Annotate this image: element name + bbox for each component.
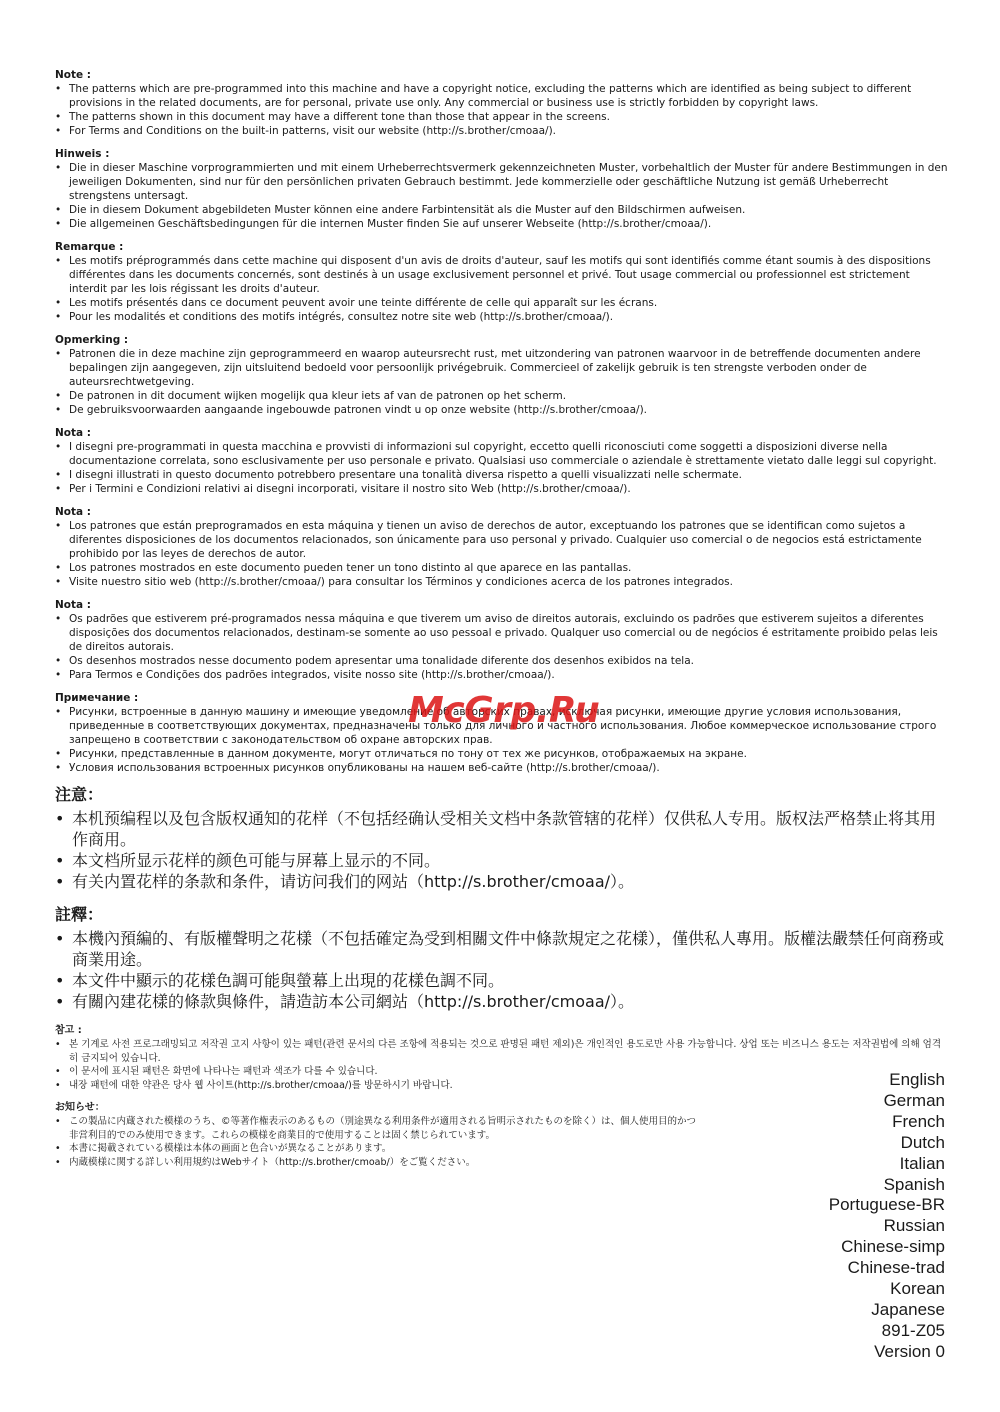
section-heading: 註釋： (55, 905, 104, 924)
language-item: Korean (890, 1279, 945, 1299)
language-item: Russian (883, 1216, 945, 1236)
note-english (55, 68, 950, 138)
note-japanese (55, 1101, 705, 1169)
note-item: • Die in dieser Maschine vorprogrammierten und mit einem Urheberrechtsvermerk gekennzeichneten Muster, vorbehaltlich der Muster für andere Bestimmungen in den jeweiligen Dokumenten, sind nur für den persönlichen privaten Gebrauch bestimmt. Jede kommerzielle oder geschäftliche Nutzung ist gemäß Urheberrecht strengstens untersagt. (55, 161, 950, 203)
section-heading: Примечание : (55, 692, 139, 704)
note-italian (55, 426, 950, 496)
section-heading: Remarque : (55, 241, 124, 253)
note-item: • The patterns shown in this document may have a different tone than those that appear in the screens. (55, 110, 950, 124)
language-item: Chinese-simp (841, 1237, 945, 1257)
note-item: • Os desenhos mostrados nesse documento podem apresentar uma tonalidade diferente dos desenhos exibidos na tela. (55, 654, 950, 668)
note-item: • 有关内置花样的条款和条件，请访问我们的网站（http://s.brother/cmoaa/）。 (55, 871, 950, 892)
note-french (55, 240, 950, 324)
language-item: Dutch (900, 1132, 945, 1152)
note-dutch (55, 333, 950, 417)
note-item: • Pour les modalités et conditions des motifs intégrés, consultez notre site web (http://s.brother/cmoaa/). (55, 310, 950, 324)
note-item: • 本文档所显示花样的颜色可能与屏幕上显示的不同。 (55, 850, 950, 871)
note-item: • Os padrões que estiverem pré-programados nessa máquina e que tiverem um aviso de direitos autorais, excluindo os padrões que estiverem sujeitos a diferentes disposições dos documentos relacionados, destinam-se somente ao uso pessoal e privado. Qualquer uso comercial ou de negócios é estritamente proibido pelas leis de direitos autorais. (55, 612, 950, 654)
note-item: • 내장 패턴에 대한 약관은 당사 웹 사이트(http://s.brother/cmoaa/)를 방문하시기 바랍니다. (55, 1079, 950, 1093)
language-item: German (883, 1090, 945, 1110)
note-item: • Les motifs présentés dans ce document peuvent avoir une teinte différente de celle qui apparaît sur les écrans. (55, 296, 950, 310)
note-korean (55, 1024, 950, 1092)
section-heading: 注意： (55, 785, 104, 804)
watermark: McGrp.Ru (408, 690, 600, 731)
note-item: • Les motifs préprogrammés dans cette machine qui disposent d'un avis de droits d'auteur, sauf les motifs qui sont identifiés comme étant soumis à des dispositions différentes dans les documents concernés, sont destinés à un usage exclusivement personnel et privé. Tout usage commercial ou professionnel est strictement interdit par les lois régissant les droits d'auteur. (55, 254, 950, 296)
language-item: Portuguese-BR (828, 1195, 945, 1215)
note-item: • この製品に内蔵された模様のうち、©等著作権表示のあるもの（別途異なる利用条件が適用される旨明示されたものを除く）は、個人使用目的かつ非営利目的でのみ使用できます。これらの模様を商業目的で使用することは固く禁じられています。 (55, 1115, 705, 1142)
note-item: • Die in diesem Dokument abgebildeten Muster können eine andere Farbintensität als die Muster auf den Bildschirmen aufweisen. (55, 203, 950, 217)
document-body (55, 68, 950, 1178)
note-item: • Рисунки, представленные в данном документе, могут отличаться по тону от тех же рисунков, отображаемых на экране. (55, 747, 950, 761)
section-heading: お知らせ： (55, 1102, 105, 1113)
note-item: • 有關內建花樣的條款與條件，請造訪本公司網站（http://s.brother/cmoaa/）。 (55, 991, 950, 1012)
note-german (55, 147, 950, 231)
document-version: Version 0 (874, 1341, 945, 1361)
note-item: • Per i Termini e Condizioni relativi ai disegni incorporati, visitare il nostro sito Web (http://s.brother/cmoaa/). (55, 482, 950, 496)
language-item: Japanese (871, 1299, 945, 1319)
section-heading: Hinweis : (55, 148, 110, 160)
note-item: • 本書に掲載されている模様は本体の画面と色合いが異なることがあります。 (55, 1142, 705, 1156)
note-portuguese (55, 598, 950, 682)
note-item: • Los patrones que están preprogramados en esta máquina y tienen un aviso de derechos de autor, exceptuando los patrones que se identifican como sujetos a diferentes disposiciones de los documentos relacionados, son únicamente para uso personal y privado. Cualquier uso comercial o de negocios está estrictamente prohibido por las leyes de derechos de autor. (55, 519, 950, 561)
note-item: • Patronen die in deze machine zijn geprogrammeerd en waarop auteursrecht rust, met uitzondering van patronen waarvoor in de betreffende documenten andere bepalingen zijn aangegeven, zijn uitsluitend bedoeld voor persoonlijk privégebruik. Commercieel of zakelijk gebruik is ten strengste verboden onder de auteursrechtwetgeving. (55, 347, 950, 389)
language-item: Chinese-trad (847, 1258, 945, 1278)
note-item: • 본 기계로 사전 프로그래밍되고 저작권 고지 사항이 있는 패턴(관련 문서의 다른 조항에 적용되는 것으로 판명된 패턴 제외)은 개인적인 용도로만 사용 가능합니다. 상업 또는 비즈니스 용도는 저작권법에 의해 엄격히 금지되어 있습니다. (55, 1038, 950, 1065)
language-item: English (889, 1070, 945, 1089)
section-heading: Note : (55, 69, 91, 81)
note-item: • I disegni pre-programmati in questa macchina e provvisti di informazioni sul copyright, eccetto quelli riconosciuti come soggetti a disposizioni diverse nella documentazione correlata, sono esclusivamente per uso personale e privato. Qualsiasi uso commerciale o aziendale è strettamente vietato dalle leggi sul copyright. (55, 440, 950, 468)
note-item: • 本文件中顯示的花樣色調可能與螢幕上出現的花樣色調不同。 (55, 970, 950, 991)
note-item: • Условия использования встроенных рисунков опубликованы на нашем веб-сайте (http://s.brother/cmoaa/). (55, 761, 950, 775)
section-heading: 참고 : (55, 1025, 82, 1036)
note-item: • 本機內預編的、有版權聲明之花樣（不包括確定為受到相關文件中條款規定之花樣），僅供私人專用。版權法嚴禁任何商務或商業用途。 (55, 928, 950, 970)
note-item: • De gebruiksvoorwaarden aangaande ingebouwde patronen vindt u op onze website (http://s.brother/cmoaa/). (55, 403, 950, 417)
note-item: • 本机预编程以及包含版权通知的花样（不包括经确认受相关文档中条款管辖的花样）仅供私人专用。版权法严格禁止将其用作商用。 (55, 808, 950, 850)
note-chinese-trad (55, 904, 950, 1012)
section-heading: Nota : (55, 506, 91, 518)
note-item: • The patterns which are pre-programmed into this machine and have a copyright notice, excluding the patterns which are identified as being subject to different provisions in the related documents, are for personal, private use only. Any commercial or business use is strictly forbidden by copyright laws. (55, 82, 950, 110)
section-heading: Opmerking : (55, 334, 129, 346)
language-item: French (892, 1111, 945, 1131)
section-heading: Nota : (55, 427, 91, 439)
note-item: • De patronen in dit document wijken mogelijk qua kleur iets af van de patronen op het scherm. (55, 389, 950, 403)
note-spanish (55, 505, 950, 589)
language-item: Italian (899, 1153, 945, 1173)
note-item: • Die allgemeinen Geschäftsbedingungen für die internen Muster finden Sie auf unserer Webseite (http://s.brother/cmoaa/). (55, 217, 950, 231)
note-item: • 이 문서에 표시된 패턴은 화면에 나타나는 패턴과 색조가 다를 수 있습니다. (55, 1065, 950, 1079)
language-item: Spanish (883, 1174, 945, 1194)
section-heading: Nota : (55, 599, 91, 611)
note-item: • Visite nuestro sitio web (http://s.brother/cmoaa/) para consultar los Términos y condiciones acerca de los patrones integrados. (55, 575, 950, 589)
note-item: • I disegni illustrati in questo documento potrebbero presentare una tonalità diversa rispetto a quelli visualizzati nelle schermate. (55, 468, 950, 482)
note-item: • Para Termos e Condições dos padrões integrados, visite nosso site (http://s.brother/cmoaa/). (55, 668, 950, 682)
note-item: • For Terms and Conditions on the built-in patterns, visit our website (http://s.brother/cmoaa/). (55, 124, 950, 138)
note-item: • 内蔵模様に関する詳しい利用規約はWebサイト（http://s.brother/cmoab/）をご覧ください。 (55, 1156, 705, 1170)
language-list (829, 1070, 945, 1363)
note-item: • Los patrones mostrados en este documento pueden tener un tono distinto al que aparece en las pantallas. (55, 561, 950, 575)
note-chinese-simp (55, 784, 950, 892)
document-code: 891-Z05 (881, 1320, 945, 1340)
note-item: • Рисунки, встроенные в данную машину и имеющие уведомление об авторских правах, исключая рисунки, имеющие другие условия использования, приведенные в соответствующих документах, предназначены только для личного и частного использования. Любое коммерческое использование строго запрещено в соответствии с законодательством об охране авторских прав. (55, 705, 950, 747)
